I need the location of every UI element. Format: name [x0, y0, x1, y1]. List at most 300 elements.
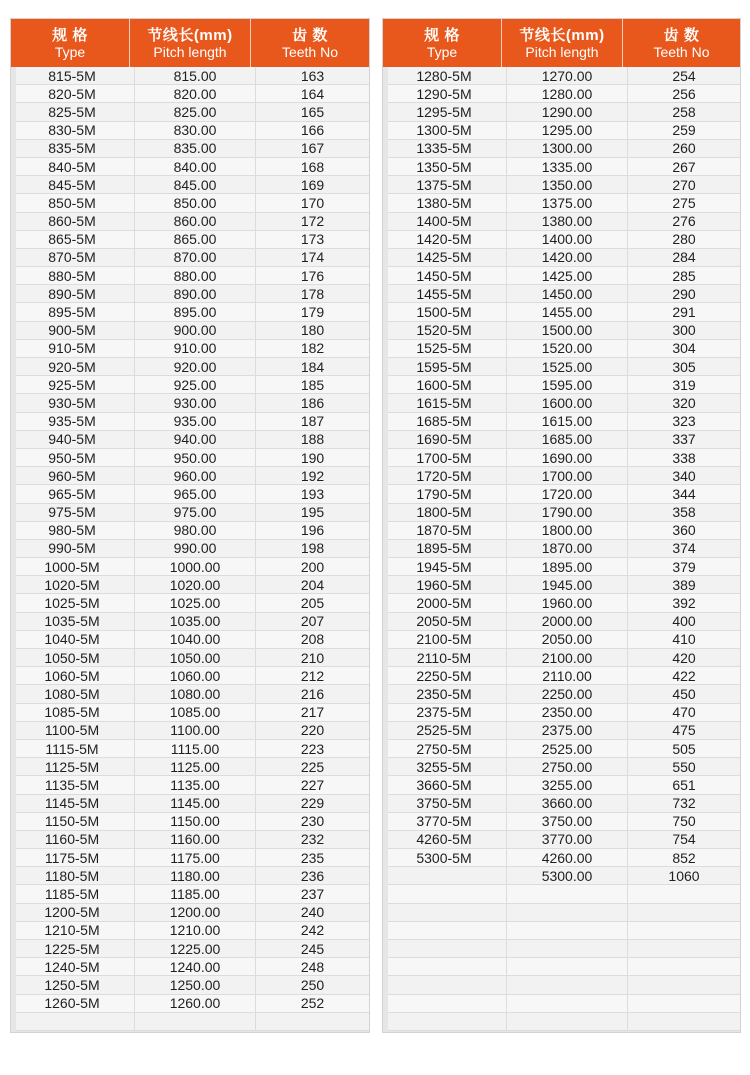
teeth-cell: 210	[300, 649, 325, 666]
pitch-cell: 990.00	[135, 540, 256, 557]
pitch-cell: 1295.00	[507, 122, 628, 139]
pitch-cell: 1685.00	[507, 431, 628, 448]
pitch-cell: 1185.00	[135, 885, 256, 902]
table-row	[16, 431, 369, 449]
teeth-cell: 165	[300, 103, 325, 120]
header-pitch-cn: 节线长(mm)	[519, 26, 605, 44]
type-cell: 980-5M	[16, 522, 135, 539]
pitch-cell: 1375.00	[507, 194, 628, 211]
pitch-cell: 900.00	[135, 322, 256, 339]
table-row	[388, 67, 740, 85]
type-cell: 3660-5M	[388, 776, 507, 793]
type-cell: 1080-5M	[16, 685, 135, 702]
teeth-cell: 258	[672, 103, 696, 120]
pitch-cell: 1180.00	[135, 867, 256, 884]
type-cell: 1060-5M	[16, 667, 135, 684]
type-cell: 920-5M	[16, 358, 135, 375]
type-cell: 2050-5M	[388, 613, 507, 630]
table-row	[16, 231, 369, 249]
table-row	[16, 322, 369, 340]
teeth-cell: 470	[672, 704, 696, 721]
teeth-cell: 505	[672, 740, 696, 757]
table-row	[16, 649, 369, 667]
type-cell: 910-5M	[16, 340, 135, 357]
type-cell: 930-5M	[16, 394, 135, 411]
table-row	[388, 976, 740, 994]
header-type	[383, 19, 502, 67]
teeth-cell: 420	[672, 649, 696, 666]
table-row	[16, 631, 369, 649]
table-row	[388, 449, 740, 467]
pitch-cell	[507, 922, 628, 939]
pitch-cell: 840.00	[135, 158, 256, 175]
pitch-cell: 1160.00	[135, 831, 256, 848]
table-row	[16, 849, 369, 867]
pitch-cell: 890.00	[135, 285, 256, 302]
header-teeth-en: Teeth No	[281, 43, 339, 60]
table-row	[388, 522, 740, 540]
table-row	[16, 103, 369, 121]
table-row	[16, 740, 369, 758]
type-cell: 1200-5M	[16, 904, 135, 921]
type-cell: 1295-5M	[388, 103, 507, 120]
type-cell: 1000-5M	[16, 558, 135, 575]
teeth-cell: 207	[300, 613, 325, 630]
pitch-cell: 1210.00	[135, 922, 256, 939]
pitch-cell: 3750.00	[507, 813, 628, 830]
table-row	[16, 394, 369, 412]
table-row	[388, 867, 740, 885]
table-row	[16, 504, 369, 522]
table-row	[388, 340, 740, 358]
teeth-cell	[628, 958, 740, 975]
type-cell: 900-5M	[16, 322, 135, 339]
teeth-cell: 305	[672, 358, 696, 375]
teeth-cell: 392	[672, 595, 696, 612]
type-cell: 2110-5M	[388, 649, 507, 666]
table-row	[16, 558, 369, 576]
pitch-cell: 1870.00	[507, 540, 628, 557]
type-cell: 1135-5M	[16, 776, 135, 793]
teeth-cell: 205	[300, 595, 325, 612]
table-row	[388, 558, 740, 576]
pitch-cell: 5300.00	[507, 867, 628, 884]
table-row	[388, 376, 740, 394]
table-row	[16, 122, 369, 140]
teeth-cell: 188	[300, 431, 325, 448]
type-cell: 840-5M	[16, 158, 135, 175]
type-cell: 1350-5M	[388, 158, 507, 175]
pitch-cell: 1895.00	[507, 558, 628, 575]
teeth-cell: 216	[300, 685, 325, 702]
table-row	[388, 849, 740, 867]
teeth-cell: 225	[300, 758, 325, 775]
table-row	[16, 413, 369, 431]
header-teeth-cn: 齿 数	[292, 26, 328, 44]
table-row	[16, 831, 369, 849]
pitch-cell: 1500.00	[507, 322, 628, 339]
pitch-cell: 865.00	[135, 231, 256, 248]
header-pitch-cn: 节线长(mm)	[147, 26, 233, 44]
type-cell: 1520-5M	[388, 322, 507, 339]
table-row	[388, 758, 740, 776]
teeth-cell: 235	[300, 849, 325, 866]
pitch-cell: 1135.00	[135, 776, 256, 793]
pitch-cell: 1600.00	[507, 394, 628, 411]
table-row	[388, 704, 740, 722]
type-cell: 880-5M	[16, 267, 135, 284]
type-cell: 1800-5M	[388, 504, 507, 521]
header-teeth	[251, 19, 369, 67]
type-cell: 1595-5M	[388, 358, 507, 375]
type-cell: 1125-5M	[16, 758, 135, 775]
teeth-cell: 217	[300, 704, 325, 721]
pitch-cell: 2000.00	[507, 613, 628, 630]
teeth-cell: 173	[300, 231, 325, 248]
teeth-cell: 212	[300, 667, 325, 684]
teeth-cell: 389	[672, 576, 696, 593]
pitch-cell: 2110.00	[507, 667, 628, 684]
table-row	[388, 922, 740, 940]
table-row	[16, 85, 369, 103]
type-cell: 1280-5M	[388, 67, 507, 84]
pitch-cell: 815.00	[135, 67, 256, 84]
pitch-cell: 925.00	[135, 376, 256, 393]
teeth-cell: 187	[300, 413, 325, 430]
teeth-cell: 248	[300, 958, 325, 975]
type-cell: 1425-5M	[388, 249, 507, 266]
table-row	[388, 594, 740, 612]
teeth-cell: 252	[300, 995, 325, 1012]
type-cell: 1400-5M	[388, 213, 507, 230]
table-row	[388, 995, 740, 1013]
header-pitch	[130, 19, 251, 67]
type-cell: 1375-5M	[388, 176, 507, 193]
pitch-cell: 1425.00	[507, 267, 628, 284]
table-row	[388, 303, 740, 321]
teeth-cell: 186	[300, 394, 325, 411]
type-cell: 1945-5M	[388, 558, 507, 575]
type-cell: 1685-5M	[388, 413, 507, 430]
teeth-cell: 223	[300, 740, 325, 757]
pitch-cell: 880.00	[135, 267, 256, 284]
teeth-cell: 360	[672, 522, 696, 539]
left-table	[10, 18, 370, 1033]
table-row	[16, 613, 369, 631]
type-cell: 1720-5M	[388, 467, 507, 484]
table-row	[388, 576, 740, 594]
type-cell: 2350-5M	[388, 685, 507, 702]
teeth-cell: 236	[300, 867, 325, 884]
table-row	[388, 122, 740, 140]
teeth-cell: 174	[300, 249, 325, 266]
teeth-cell	[628, 995, 740, 1012]
pitch-cell: 1100.00	[135, 722, 256, 739]
type-cell: 1035-5M	[16, 613, 135, 630]
pitch-cell: 1525.00	[507, 358, 628, 375]
pitch-cell: 1280.00	[507, 85, 628, 102]
pitch-cell: 1380.00	[507, 213, 628, 230]
type-cell: 925-5M	[16, 376, 135, 393]
table-row	[388, 249, 740, 267]
table-row	[16, 158, 369, 176]
header-type-cn: 规 格	[52, 26, 88, 44]
pitch-cell: 850.00	[135, 194, 256, 211]
pitch-cell: 1615.00	[507, 413, 628, 430]
teeth-cell: 180	[300, 322, 325, 339]
table-row	[388, 176, 740, 194]
type-cell: 935-5M	[16, 413, 135, 430]
type-cell: 1145-5M	[16, 795, 135, 812]
teeth-cell	[628, 1013, 740, 1030]
table-row	[16, 685, 369, 703]
pitch-cell: 3770.00	[507, 831, 628, 848]
pitch-cell: 1200.00	[135, 904, 256, 921]
pitch-cell: 835.00	[135, 140, 256, 157]
teeth-cell: 196	[300, 522, 325, 539]
pitch-cell: 3255.00	[507, 776, 628, 793]
table-row	[388, 394, 740, 412]
header-pitch	[502, 19, 623, 67]
teeth-cell: 179	[300, 304, 325, 321]
table-body	[383, 67, 740, 1031]
type-cell: 4260-5M	[388, 831, 507, 848]
table-row	[388, 904, 740, 922]
type-cell: 1450-5M	[388, 267, 507, 284]
header-type-en: Type	[54, 43, 86, 60]
pitch-cell	[507, 995, 628, 1012]
type-cell: 865-5M	[16, 231, 135, 248]
teeth-cell: 260	[672, 140, 696, 157]
pitch-cell: 1800.00	[507, 522, 628, 539]
table-row	[16, 904, 369, 922]
teeth-cell: 182	[300, 340, 325, 357]
table-row	[16, 340, 369, 358]
teeth-cell: 267	[672, 158, 696, 175]
teeth-cell: 176	[300, 267, 325, 284]
table-row	[388, 467, 740, 485]
pitch-cell: 2350.00	[507, 704, 628, 721]
table-row	[16, 885, 369, 903]
type-cell	[388, 904, 507, 921]
type-cell: 2750-5M	[388, 740, 507, 757]
teeth-cell: 163	[300, 67, 325, 84]
pitch-cell: 1400.00	[507, 231, 628, 248]
table-row	[16, 795, 369, 813]
pitch-cell: 1150.00	[135, 813, 256, 830]
teeth-cell: 285	[672, 267, 696, 284]
table-row	[16, 976, 369, 994]
table-row	[16, 995, 369, 1013]
table-row	[16, 758, 369, 776]
pitch-cell: 860.00	[135, 213, 256, 230]
type-cell: 2000-5M	[388, 594, 507, 611]
type-cell: 1700-5M	[388, 449, 507, 466]
type-cell: 830-5M	[16, 122, 135, 139]
teeth-cell: 275	[672, 194, 696, 211]
table-row	[16, 722, 369, 740]
header-type	[11, 19, 130, 67]
type-cell: 990-5M	[16, 540, 135, 557]
pitch-cell: 1270.00	[507, 67, 628, 84]
pitch-cell: 1025.00	[135, 594, 256, 611]
teeth-cell: 168	[300, 158, 325, 175]
table-row	[388, 649, 740, 667]
type-cell: 860-5M	[16, 213, 135, 230]
table-row	[388, 213, 740, 231]
type-cell: 1260-5M	[16, 995, 135, 1012]
type-cell	[388, 940, 507, 957]
pitch-cell: 1250.00	[135, 976, 256, 993]
type-cell	[388, 976, 507, 993]
teeth-cell	[628, 922, 740, 939]
table-row	[16, 358, 369, 376]
pitch-cell: 960.00	[135, 467, 256, 484]
pitch-cell: 2525.00	[507, 740, 628, 757]
type-cell	[388, 958, 507, 975]
teeth-cell: 220	[300, 722, 325, 739]
table-row	[388, 795, 740, 813]
header-pitch-en: Pitch length	[525, 43, 599, 60]
table-row	[388, 504, 740, 522]
type-cell: 1525-5M	[388, 340, 507, 357]
header-type-cn: 规 格	[424, 26, 460, 44]
pitch-cell: 1450.00	[507, 285, 628, 302]
type-cell: 965-5M	[16, 485, 135, 502]
pitch-cell: 1035.00	[135, 613, 256, 630]
type-cell: 2250-5M	[388, 667, 507, 684]
table-row	[388, 540, 740, 558]
teeth-cell: 323	[672, 413, 696, 430]
table-header	[383, 19, 740, 67]
type-cell: 890-5M	[16, 285, 135, 302]
type-cell	[388, 1013, 507, 1030]
teeth-cell: 319	[672, 376, 696, 393]
teeth-cell: 475	[672, 722, 696, 739]
type-cell: 1210-5M	[16, 922, 135, 939]
pitch-cell: 1455.00	[507, 303, 628, 320]
table-row	[16, 213, 369, 231]
type-cell: 2375-5M	[388, 704, 507, 721]
teeth-cell: 192	[300, 467, 325, 484]
table-row	[16, 176, 369, 194]
teeth-cell: 852	[672, 849, 696, 866]
table-row	[388, 231, 740, 249]
table-row	[16, 940, 369, 958]
table-row	[16, 594, 369, 612]
pitch-cell: 1595.00	[507, 376, 628, 393]
pitch-cell: 1240.00	[135, 958, 256, 975]
pitch-cell	[135, 1013, 256, 1030]
pitch-cell: 820.00	[135, 85, 256, 102]
teeth-cell: 200	[300, 558, 325, 575]
teeth-cell: 276	[672, 213, 696, 230]
table-row	[388, 322, 740, 340]
pitch-cell: 2100.00	[507, 649, 628, 666]
table-row	[16, 249, 369, 267]
table-row	[16, 194, 369, 212]
pitch-cell: 870.00	[135, 249, 256, 266]
table-row	[16, 867, 369, 885]
table-row	[16, 449, 369, 467]
type-cell: 1175-5M	[16, 849, 135, 866]
table-row	[16, 813, 369, 831]
teeth-cell: 259	[672, 122, 696, 139]
table-row	[388, 885, 740, 903]
header-teeth-en: Teeth No	[653, 43, 710, 60]
teeth-cell: 254	[672, 67, 696, 84]
teeth-cell: 400	[672, 613, 696, 630]
teeth-cell: 338	[672, 449, 696, 466]
teeth-cell: 256	[672, 85, 696, 102]
teeth-cell: 410	[672, 631, 696, 648]
type-cell: 1895-5M	[388, 540, 507, 557]
pitch-cell: 965.00	[135, 485, 256, 502]
pitch-cell: 1125.00	[135, 758, 256, 775]
table-row	[388, 685, 740, 703]
pitch-cell: 1420.00	[507, 249, 628, 266]
type-cell: 1500-5M	[388, 303, 507, 320]
teeth-cell: 227	[300, 776, 325, 793]
type-cell: 2525-5M	[388, 722, 507, 739]
table-row	[388, 813, 740, 831]
teeth-cell: 340	[672, 467, 696, 484]
type-cell: 1455-5M	[388, 285, 507, 302]
type-cell: 1225-5M	[16, 940, 135, 957]
header-teeth	[623, 19, 740, 67]
teeth-cell: 169	[300, 176, 325, 193]
pitch-cell: 1175.00	[135, 849, 256, 866]
teeth-cell: 300	[672, 322, 696, 339]
teeth-cell: 172	[300, 213, 325, 230]
teeth-cell: 280	[672, 231, 696, 248]
pitch-cell	[507, 958, 628, 975]
type-cell: 1600-5M	[388, 376, 507, 393]
teeth-cell: 185	[300, 376, 325, 393]
type-cell: 1115-5M	[16, 740, 135, 757]
pitch-cell: 2375.00	[507, 722, 628, 739]
type-cell: 950-5M	[16, 449, 135, 466]
teeth-cell	[628, 904, 740, 921]
right-table	[382, 18, 741, 1033]
teeth-cell: 229	[300, 795, 325, 812]
table-row	[16, 285, 369, 303]
type-cell: 1790-5M	[388, 485, 507, 502]
table-header	[11, 19, 369, 67]
teeth-cell: 178	[300, 285, 325, 302]
table-row	[388, 431, 740, 449]
teeth-cell: 190	[300, 449, 325, 466]
table-row	[388, 831, 740, 849]
pitch-cell: 2050.00	[507, 631, 628, 648]
pitch-cell: 1260.00	[135, 995, 256, 1012]
pitch-cell: 830.00	[135, 122, 256, 139]
table-row	[388, 940, 740, 958]
teeth-cell: 290	[672, 285, 696, 302]
type-cell	[388, 995, 507, 1012]
type-cell: 1150-5M	[16, 813, 135, 830]
teeth-cell: 237	[300, 886, 325, 903]
table-row	[388, 194, 740, 212]
pitch-cell: 895.00	[135, 303, 256, 320]
type-cell: 1870-5M	[388, 522, 507, 539]
pitch-cell	[507, 1013, 628, 1030]
pitch-cell: 1350.00	[507, 176, 628, 193]
type-cell: 820-5M	[16, 85, 135, 102]
type-cell: 5300-5M	[388, 849, 507, 866]
pitch-cell: 1145.00	[135, 795, 256, 812]
table-row	[388, 631, 740, 649]
